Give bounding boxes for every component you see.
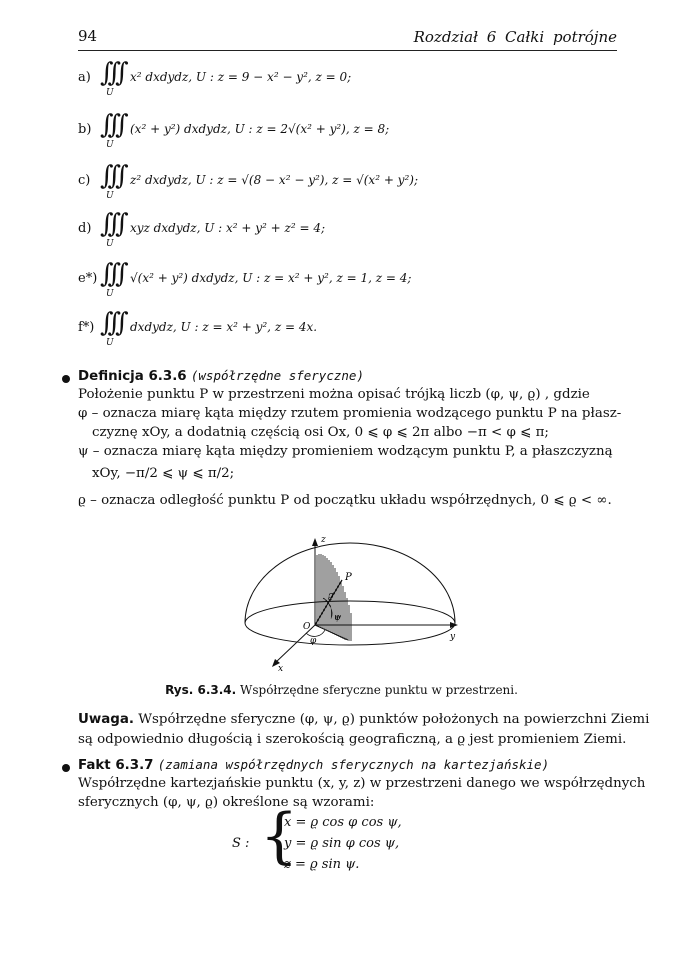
exercise-item: [78, 110, 638, 154]
origin-label: O: [303, 622, 311, 632]
exercise-label: e*): [78, 271, 98, 286]
bullet-icon: [62, 764, 70, 772]
exercise-expression: xyz dxdydz, U : x² + y² + z² = 4;: [130, 221, 326, 235]
integration-domain: U: [106, 239, 114, 249]
system-label: S :: [232, 836, 250, 851]
exercise-label: f*): [78, 320, 95, 335]
exercise-expression: (x² + y²) dxdydz, U : z = 2√(x² + y²), z = 8;: [130, 122, 390, 136]
caption-text: Współrzędne sferyczne punktu w przestrzeni.: [240, 683, 518, 697]
exercise-label: a): [78, 70, 91, 85]
triple-integral-sign: ∫∫∫: [100, 209, 123, 239]
fact-subtitle: (zamiana współrzędnych sferycznych na kartezjańskie): [157, 757, 550, 772]
base-ellipse: [245, 601, 455, 645]
integration-domain: U: [106, 191, 114, 201]
phi-label: φ: [310, 636, 317, 646]
exercise-expression: √(x² + y²) dxdydz, U : z = x² + y², z = 1, z = 4;: [130, 271, 412, 285]
definition-subtitle: (współrzędne sferyczne): [190, 368, 364, 383]
triple-integral-sign: ∫∫∫: [100, 161, 123, 191]
figure-caption: [0, 683, 683, 697]
definition-line: xOy, −π/2 ⩽ ψ ⩽ π/2;: [92, 466, 235, 481]
remark-line: są odpowiednio długością i szerokością geograficzną, a ϱ jest promieniem Ziemi.: [78, 732, 627, 747]
definition-line: ϱ – oznacza odległość punktu P od początku układu współrzędnych, 0 ⩽ ϱ < ∞.: [78, 493, 612, 508]
definition-line: ψ – oznacza miarę kąta między promieniem wodzącym punktu P, a płaszczyzną: [78, 444, 613, 459]
conversion-formulas: [232, 801, 452, 882]
hemisphere-outline: [245, 543, 455, 623]
psi-label: ψ: [334, 613, 342, 623]
definition-title: Definicja 6.3.6: [78, 369, 187, 384]
fact-line: sferycznych (φ, ψ, ϱ) określone są wzorami:: [78, 795, 375, 810]
exercise-expression: x² dxdydz, U : z = 9 − x² − y², z = 0;: [130, 70, 352, 84]
exercise-item: [78, 259, 638, 303]
formula-y: y = ϱ sin φ cos ψ,: [284, 836, 400, 851]
header-rule: [78, 50, 617, 51]
chapter-title: Rozdział 6 Całki potrójne: [413, 28, 617, 46]
integration-domain: U: [106, 338, 114, 348]
x-label: x: [278, 664, 284, 674]
exercise-label: b): [78, 122, 92, 137]
definition-line: czyznę xOy, a dodatnią częścią osi Ox, 0 ⩽ φ ⩽ 2π albo −π < φ ⩽ π;: [92, 425, 549, 440]
point-P-label: P: [345, 572, 352, 583]
integration-domain: U: [106, 88, 114, 98]
spherical-coordinates-figure: [230, 528, 470, 678]
exercise-label: d): [78, 221, 92, 236]
integration-domain: U: [106, 140, 114, 150]
page-number: 94: [78, 27, 98, 45]
bullet-icon: [62, 375, 70, 383]
fact-title: Fakt 6.3.7: [78, 758, 154, 773]
triple-integral-sign: ∫∫∫: [100, 58, 123, 88]
triple-integral-sign: ∫∫∫: [100, 110, 123, 140]
y-axis-arrow: [450, 622, 458, 628]
definition-line: Położenie punktu P w przestrzeni można opisać trójką liczb (φ, ψ, ϱ) , gdzie: [78, 387, 590, 402]
exercise-item: [78, 58, 638, 102]
formula-x: x = ϱ cos φ cos ψ,: [284, 815, 402, 830]
fact-line: Współrzędne kartezjańskie punktu (x, y, z) w przestrzeni danego we współrzędnych: [78, 776, 646, 791]
rho-label: ϱ: [328, 591, 334, 601]
remark-text: Współrzędne sferyczne (φ, ψ, ϱ) punktów położonych na powierzchni Ziemi: [138, 712, 650, 727]
formula-z: z = ϱ sin ψ.: [284, 857, 360, 872]
exercise-item: [78, 308, 638, 352]
integration-domain: U: [106, 289, 114, 299]
triple-integral-sign: ∫∫∫: [100, 308, 123, 338]
exercise-expression: z² dxdydz, U : z = √(8 − x² − y²), z = √(x² + y²);: [130, 173, 418, 187]
remark-title: Uwaga.: [78, 712, 134, 727]
y-label: y: [450, 632, 456, 642]
definition-line: φ – oznacza miarę kąta między rzutem promienia wodzącego punktu P na płasz-: [78, 406, 622, 421]
left-brace: {: [260, 801, 299, 871]
exercise-item: [78, 161, 638, 205]
exercise-expression: dxdydz, U : z = x² + y², z = 4x.: [130, 320, 318, 334]
triple-integral-sign: ∫∫∫: [100, 259, 123, 289]
exercise-item: [78, 209, 638, 253]
caption-number: Rys. 6.3.4.: [165, 683, 237, 697]
exercise-label: c): [78, 173, 91, 188]
z-axis-arrow: [312, 538, 318, 546]
z-label: z: [321, 535, 326, 545]
figure-drawing: [230, 528, 470, 678]
